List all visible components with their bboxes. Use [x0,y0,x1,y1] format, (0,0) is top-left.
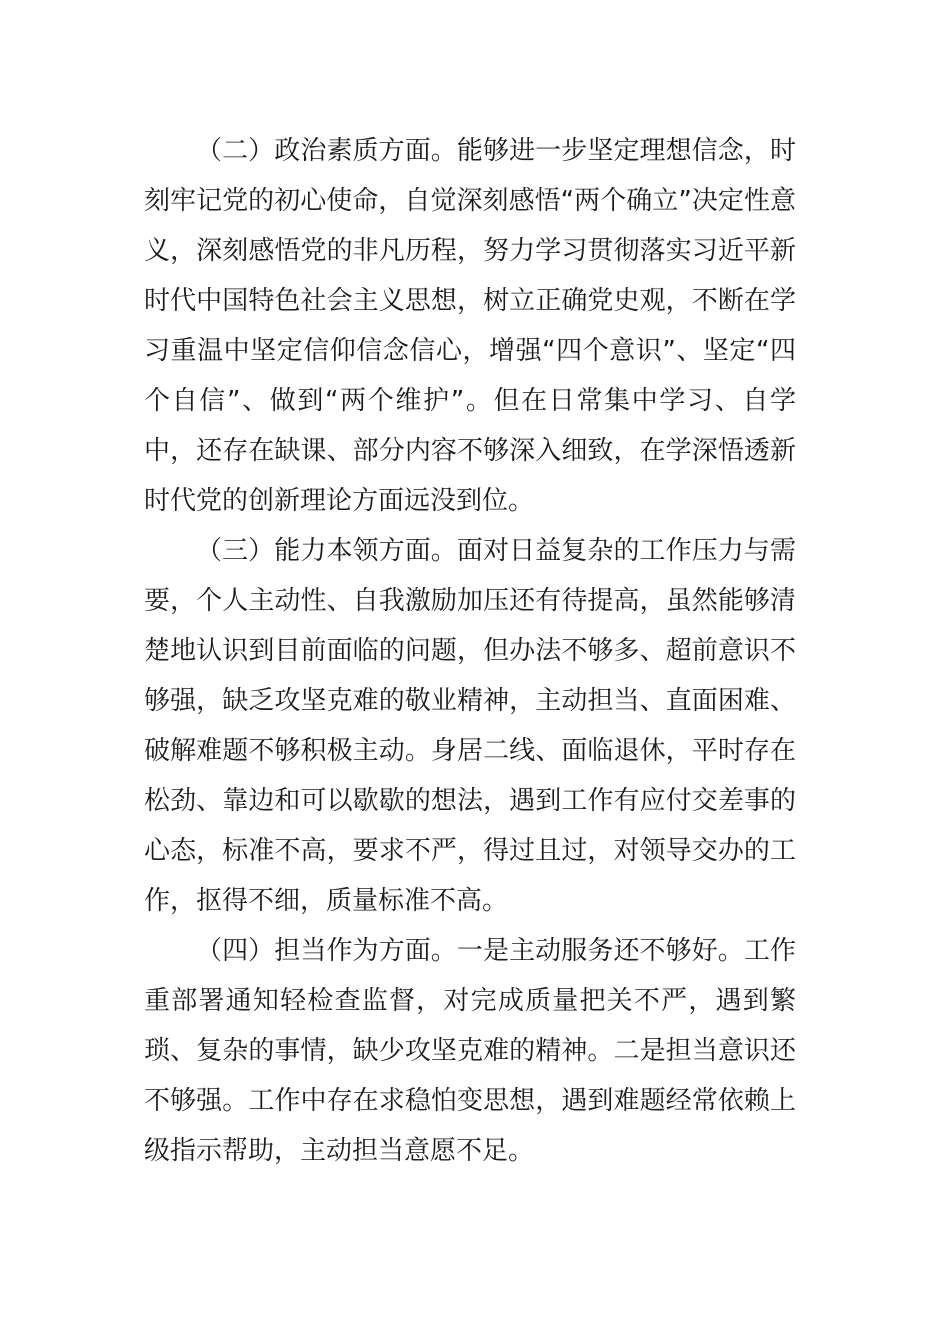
paragraph-political-quality: （二）政治素质方面。能够进一步坚定理想信念，时刻牢记党的初心使命，自觉深刻感悟“两个确立”决定性意义，深刻感悟党的非凡历程，努力学习贯彻落实习近平新时代中国特色社会主义思想，树立正确党史观，不断在学习重温中坚定信仰信念信心，增强“四个意识”、坚定“四个自信”、做到“两个维护”。但在日常集中学习、自学中，还存在缺课、部分内容不够深入细致，在学深悟透新时代党的创新理论方面远没到位。 [144,136,796,516]
paragraph-capability: （三）能力本领方面。面对日益复杂的工作压力与需要，个人主动性、自我激励加压还有待提高，虽然能够清楚地认识到目前面临的问题，但办法不够多、超前意识不够强，缺乏攻坚克难的敬业精神，主动担当、直面困难、破解难题不够积极主动。身居二线、面临退休，平时存在松劲、靠边和可以歇歇的想法，遇到工作有应付交差事的心态，标准不高，要求不严，得过且过，对领导交办的工作，抠得不细，质量标准不高。 [144,536,796,916]
document-body [144,126,796,1176]
paragraph-responsibility: （四）担当作为方面。一是主动服务还不够好。工作重部署通知轻检查监督，对完成质量把关不严，遇到繁琐、复杂的事情，缺少攻坚克难的精神。二是担当意识还不够强。工作中存在求稳怕变思想，遇到难题经常依赖上级指示帮助，主动担当意愿不足。 [144,936,796,1166]
